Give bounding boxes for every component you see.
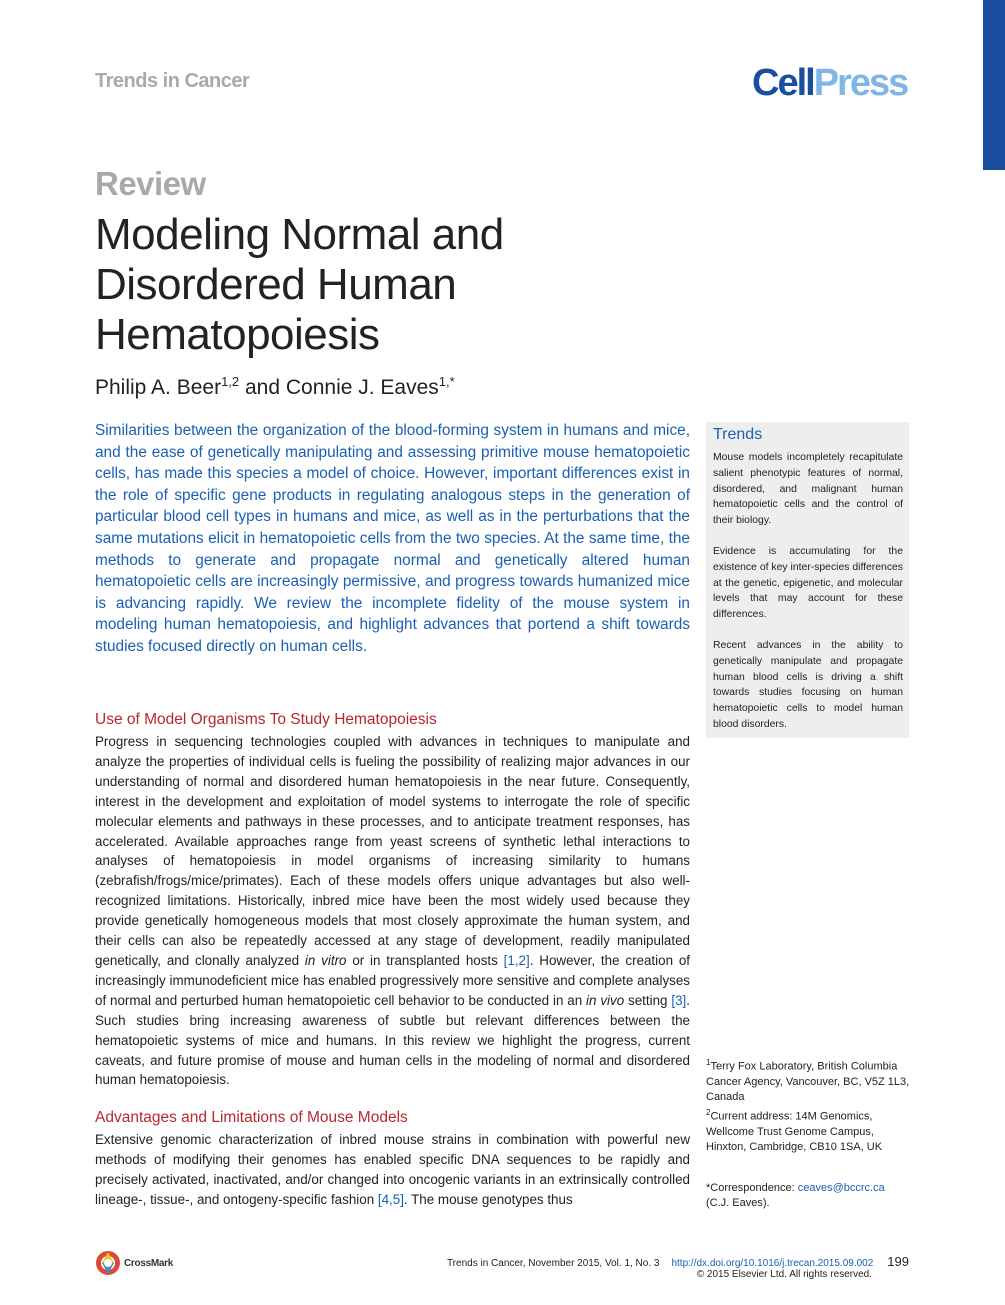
article-type-label: Review (95, 165, 206, 202)
citation-link[interactable]: [3] (671, 992, 687, 1008)
affiliations (706, 1055, 911, 1156)
italic-term: in vivo (586, 992, 625, 1008)
correspondence-name: (C.J. Eaves). (706, 1197, 770, 1210)
affiliation-item (706, 1105, 911, 1155)
citation-link[interactable]: [4,5] (377, 1191, 404, 1207)
footer-citation: Trends in Cancer, November 2015, Vol. 1, No. 3 (446, 1258, 660, 1269)
correspondence (706, 1181, 911, 1211)
body-text-run: . The mouse genotypes thus (403, 1191, 573, 1207)
footer-doi-link[interactable]: http://dx.doi.org/10.1016/j.trecan.2015.09.002 (671, 1258, 874, 1269)
author-affiliation-marker: 1,2 (221, 374, 240, 389)
affiliation-text: Terry Fox Laboratory, British Columbia Cancer Agency, Vancouver, BC, V5Z 1L3, Canada (706, 1060, 910, 1104)
journal-side-tab (983, 0, 1005, 170)
italic-term: in vitro (304, 952, 347, 968)
abstract: Similarities between the organization of the blood-forming system in humans and mice, and the ease of genetically manipulating and assessing primitive mouse hematopoietic cells, has made this species a model of choice. However, important differences exist in the role of specific gene products in regulating analogous steps in the generation of particular blood cell types in humans and mice, as well as in the perturbations that the same mutations elicit in hematopoietic cells from the two species. At the same time, the methods to generate and propagate normal and genetically altered human hematopoietic cells are increasingly permissive, and progress towards humanized mice is advancing rapidly. We review the incomplete fidelity of the mouse system in modeling human hematopoiesis, and highlight advances that portend a shift towards studies focused directly on human cells. (95, 422, 690, 655)
correspondence-email-link[interactable]: ceaves@bccrc.ca (797, 1182, 885, 1194)
cellpress-logo[interactable] (752, 62, 907, 105)
body-text-run: Extensive genomic characterization of inbred mouse strains in combination with powerful new methods of modifying their genomes has enabled specific DNA sequences to be rapidly and precisely activated, inactivated, and/or changed into oncogenic variants in an extrinsically controlled lineage-, tissue-, and ontogeny-specific fashion (95, 1132, 690, 1207)
author-name: Philip A. Beer (95, 376, 222, 399)
crossmark-label: CrossMark (124, 1257, 173, 1269)
journal-name: Trends in Cancer (95, 70, 250, 92)
affiliation-marker: 1 (706, 1058, 711, 1067)
trends-item: Recent advances in the ability to genetically manipulate and propagate human blood cells is driving a shift towards studies focusing on human hematopoietic cells to model human blood disorders. (713, 639, 903, 730)
logo-cell-text: Cell (752, 62, 814, 104)
trends-box (706, 422, 909, 738)
article-title: Modeling Normal and Disordered Human Hematopoiesis (95, 210, 504, 359)
correspondence-label: *Correspondence: (706, 1182, 798, 1194)
trends-title: Trends (713, 426, 763, 443)
crossmark-badge[interactable] (95, 1248, 173, 1278)
body-text-run: Progress in sequencing technologies coupled with advances in techniques to manipulate and analyze the properties of individual cells is fueling the possibility of realizing major advances in our understanding of normal and disordered human hematopoiesis in the near future. Consequently, interest in the development and exploitation of model systems to interrogate the role of specific molecular elements and pathways in these processes, and to anticipate treatment responses, has accelerated. Available approaches range from yeast screens of synthetic lethal interactions to analyses of hematopoiesis in model organisms of increasing similarity to humans (zebrafish/frogs/mice/primates). Each of these models offers unique advantages but also well-recognized limitations. Historically, inbred mice have been the most widely used because they provide genetically homogeneous models that most closely approximate the human system, and their cells can also be repeatedly accessed at any stage of development, readily manipulated genetically, and clonally analyzed (95, 734, 690, 968)
author-affiliation-marker: 1,* (438, 374, 455, 389)
footer-citation-line (447, 1254, 909, 1269)
section-body-mouse-models (95, 1130, 690, 1210)
section-body-model-organisms (95, 732, 690, 1090)
page-number: 199 (887, 1254, 909, 1269)
author-joiner: and (239, 376, 286, 399)
affiliation-marker: 2 (706, 1108, 711, 1118)
body-text-run: . However, the creation of increasingly immunodeficient mice has enabled progressively more sensitive and complete analyses of normal and perturbed human hematopoietic cell behavior to be conducted in an (95, 952, 691, 1008)
citation-link[interactable]: [1,2] (503, 952, 530, 968)
author-list (95, 374, 455, 400)
section-heading-mouse-models: Advantages and Limitations of Mouse Models (95, 1109, 408, 1126)
affiliation-text: Current address: 14M Genomics, Wellcome Trust Genome Campus, Hinxton, Cambridge, CB10 1SA, UK (706, 1110, 883, 1154)
section-heading-model-organisms: Use of Model Organisms To Study Hematopoiesis (95, 711, 437, 728)
trends-item: Mouse models incompletely recapitulate salient phenotypic features of normal, disordered, and malignant human hematopoietic cells and the control of their biology. (713, 452, 903, 527)
body-text-run: . Such studies bring increasing awareness of subtle but relevant differences between the hematopoietic systems of mice and humans. In this review we highlight the progress, current caveats, and future promise of mouse and human cells in the modeling of normal and disordered human hematopoiesis. (95, 992, 690, 1088)
logo-press-text: Press (813, 62, 908, 104)
affiliation-item (706, 1055, 911, 1105)
body-text-run: setting (624, 992, 672, 1008)
footer-copyright: © 2015 Elsevier Ltd. All rights reserved. (696, 1269, 872, 1280)
author-name: Connie J. Eaves (285, 376, 439, 399)
trends-item: Evidence is accumulating for the existence of key inter-species differences at the genetic, epigenetic, and molecular levels that may account for these differences. (713, 545, 903, 621)
crossmark-icon (95, 1249, 121, 1277)
body-text-run: or in transplanted hosts (346, 952, 504, 968)
